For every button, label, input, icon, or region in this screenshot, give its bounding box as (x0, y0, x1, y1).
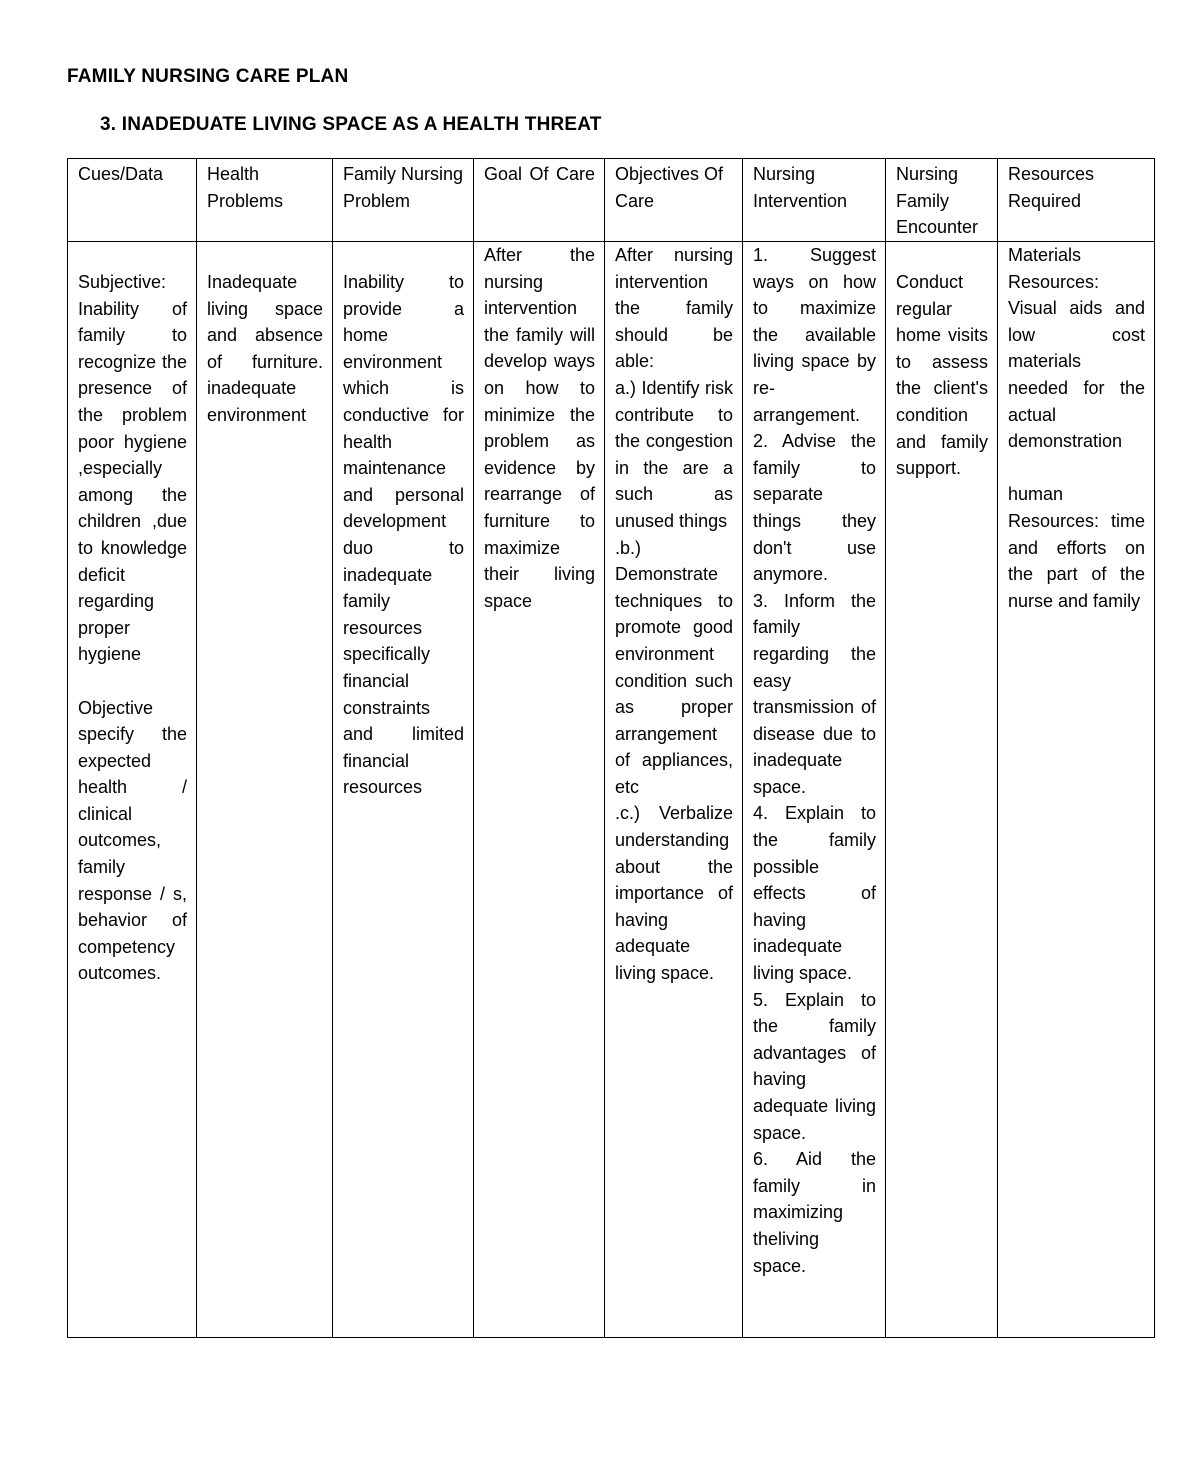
header-health-problems: Health Problems (197, 159, 333, 242)
cell-nursing-family-encounter: Conduct regular home visits to assess the client's condition and family support. (886, 242, 998, 1338)
header-family-nursing-problem: Family Nursing Problem (333, 159, 474, 242)
table-header-row (68, 159, 1155, 242)
table-row (68, 242, 1155, 1338)
header-nursing-family-encounter: Nursing Family Encounter (886, 159, 998, 242)
cell-cues-data: Subjective: Inability of family to recognize the presence of the problem poor hygiene ,especially among the children ,due to knowledge deficit regarding proper hygiene Objective specify the expected health / clinical outcomes, family response / s, behavior of competency outcomes. (68, 242, 197, 1338)
cell-family-nursing-problem: Inability to provide a home environment which is conductive for health maintenance and personal development duo to inadequate family resources specifically financial constraints and limited financial resources (333, 242, 474, 1338)
care-plan-table (67, 158, 1155, 1338)
header-resources-required: Resources Required (998, 159, 1155, 242)
document-subtitle: 3. INADEDUATE LIVING SPACE AS A HEALTH THREAT (100, 114, 602, 135)
document-title: FAMILY NURSING CARE PLAN (67, 66, 349, 87)
cell-resources-required: Materials Resources: Visual aids and low cost materials needed for the actual demonstration human Resources: time and efforts on the part of the nurse and family (998, 242, 1155, 1338)
cell-objectives-of-care: After nursing intervention the family should be able: a.) Identify risk contribute to the congestion in the are a such as unused things .b.) Demonstrate techniques to promote good environment condition such as proper arrangement of appliances, etc .c.) Verbalize understanding about the importance of having adequate living space. (605, 242, 743, 1338)
cell-nursing-intervention: 1. Suggest ways on how to maximize the available living space by re-arrangement. 2. Advise the family to separate things they don't use anymore. 3. Inform the family regarding the easy transmission of disease due to inadequate space. 4. Explain to the family possible effects of having inadequate living space. 5. Explain to the family advantages of having adequate living space. 6. Aid the family in maximizing theliving space. (743, 242, 886, 1338)
cell-health-problems: Inadequate living space and absence of furniture. inadequate environment (197, 242, 333, 1338)
header-goal-of-care: Goal Of Care (474, 159, 605, 242)
cell-goal-of-care: After the nursing intervention the family will develop ways on how to minimize the problem as evidence by rearrange of furniture to maximize their living space (474, 242, 605, 1338)
header-nursing-intervention: Nursing Intervention (743, 159, 886, 242)
header-cues-data: Cues/Data (68, 159, 197, 242)
header-objectives-of-care: Objectives Of Care (605, 159, 743, 242)
